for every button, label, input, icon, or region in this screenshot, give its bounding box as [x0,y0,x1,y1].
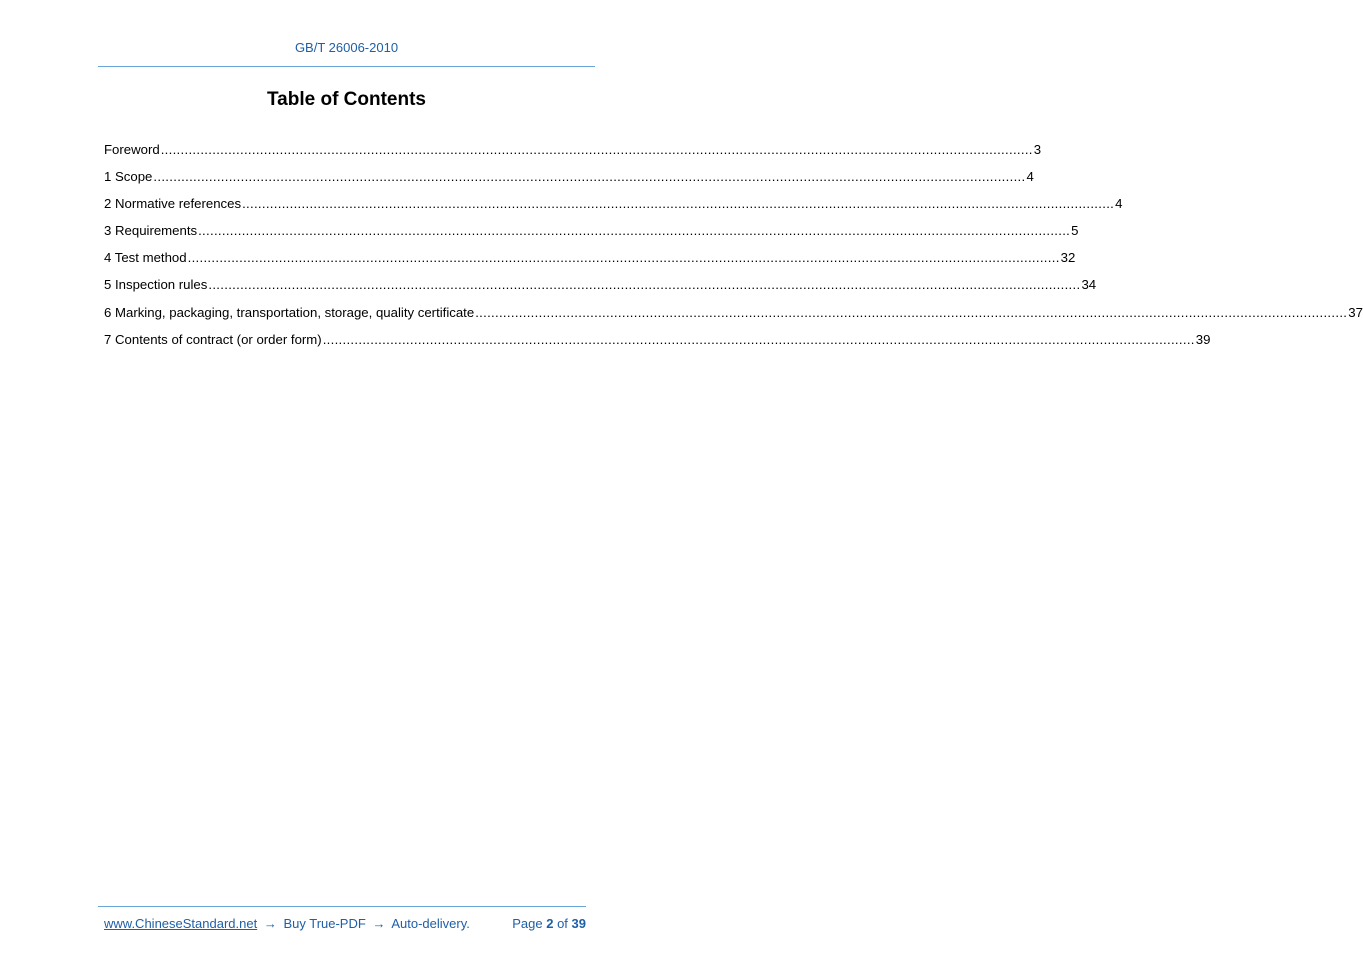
page-title: Table of Contents [266,89,427,110]
dot-leader: ............................................................................................................................................................................................................................ [208,277,1081,293]
footer-divider [98,906,586,907]
toc-label: 7 Contents of contract (or order form) [104,331,322,347]
dot-leader: ............................................................................................................................................................................................................................ [153,169,1026,185]
toc-label: 5 Inspection rules [104,277,208,293]
toc-item-marking-packaging[interactable] [104,304,1363,331]
dot-leader: ............................................................................................................................................................................................................................ [322,331,1195,347]
dot-leader: ............................................................................................................................................................................................................................ [160,142,1033,157]
toc-page-number: 4 [1026,169,1034,185]
total-pages-number: 39 [571,916,586,931]
toc-item-inspection-rules[interactable] [104,276,1097,303]
toc-page-number: 34 [1081,277,1097,293]
dot-leader: ............................................................................................................................................................................................................................ [475,304,1348,320]
toc-label: 3 Requirements [104,223,198,239]
toc-page-number: 3 [1033,142,1042,157]
toc-label: 1 Scope [104,169,153,185]
arrow-right-icon: → [263,916,277,931]
header-divider [98,66,595,67]
dot-leader: ............................................................................................................................................................................................................................ [198,223,1071,239]
toc-page-number: 5 [1071,223,1079,239]
document-code-header: GB/T 26006-2010 [294,40,399,55]
toc-page-number: 32 [1060,250,1076,266]
buy-text: Buy True-PDF [283,916,366,931]
toc-label: 4 Test method [104,250,187,266]
current-page-number: 2 [546,916,554,931]
page-footer [104,916,586,931]
toc-label: 2 Normative references [104,196,242,212]
delivery-text: Auto-delivery. [391,916,470,931]
footer-left [104,916,470,931]
toc-label: 6 Marking, packaging, transportation, storage, quality certificate [104,304,475,320]
toc-item-scope[interactable] [104,168,1034,195]
toc-item-test-method[interactable] [104,249,1076,276]
toc-label: Foreword [104,142,160,157]
toc-item-foreword[interactable] [104,141,1042,168]
dot-leader: ............................................................................................................................................................................................................................ [187,250,1060,266]
toc-page-number: 39 [1195,331,1211,347]
toc-page-number: 37 [1348,304,1363,320]
table-of-contents [104,141,1363,358]
toc-page-number: 4 [1115,196,1123,212]
arrow-right-icon: → [372,916,386,931]
toc-item-requirements[interactable] [104,222,1079,249]
page-label: Page [512,916,543,931]
toc-item-contents-of-contract[interactable] [104,331,1211,358]
of-label: of [557,916,568,931]
page-indicator [512,916,586,931]
dot-leader: ............................................................................................................................................................................................................................ [242,196,1115,212]
toc-item-normative-references[interactable] [104,195,1123,222]
site-link[interactable]: www.ChineseStandard.net [104,916,258,931]
